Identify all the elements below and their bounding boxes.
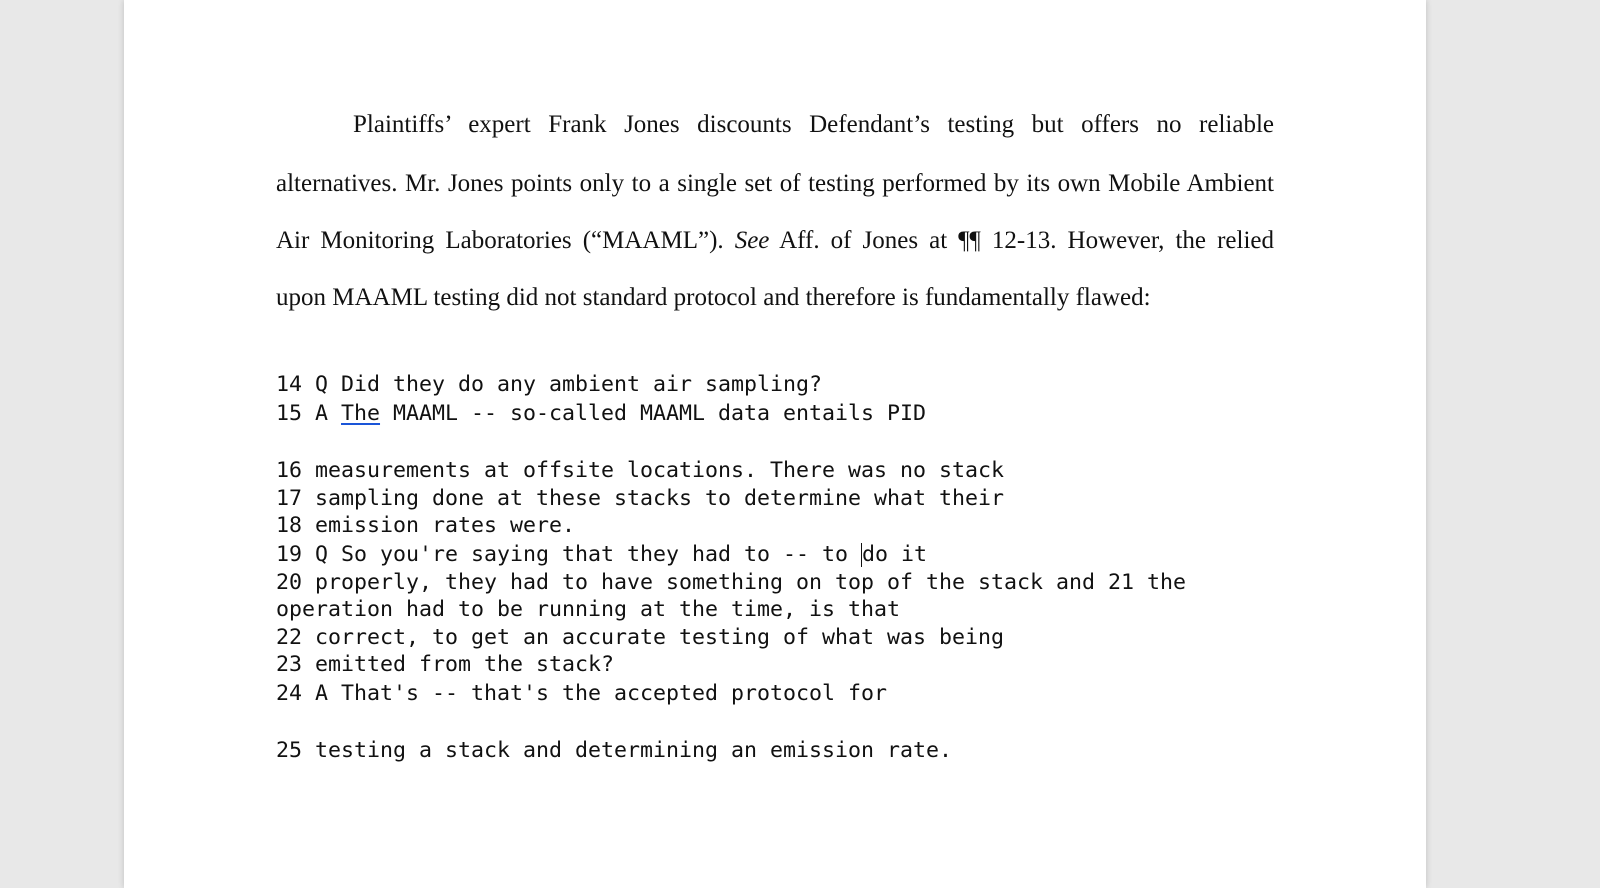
paragraph-line-4: upon MAAML testing did not standard protocol and therefore is fundamentally flawed: (276, 284, 1151, 311)
transcript-line-19 (276, 541, 927, 569)
transcript-line-15-prefix: 15 A (276, 401, 342, 426)
transcript-line-15 (276, 400, 926, 428)
paragraph-line-3-end: Aff. of Jones at ¶¶ 12-13. However, the relied (769, 227, 1274, 254)
paragraph-line-2: alternatives. Mr. Jones points only to a single set of testing performed by its own Mobile Ambient (276, 170, 1274, 197)
transcript-line-16: 16 measurements at offsite locations. There was no stack (276, 458, 1005, 483)
see-signal: See (734, 227, 770, 254)
transcript-line-15-rest: MAAML -- so-called MAAML data entails PID (380, 401, 927, 426)
transcript-line-18: 18 emission rates were. (276, 513, 576, 538)
transcript-line-20-continued: operation had to be running at the time, is that (276, 597, 901, 622)
paragraph-line-1: Plaintiffs’ expert Frank Jones discounts Defendant’s testing but offers no reliable (353, 111, 1274, 138)
transcript-line-23: 23 emitted from the stack? (276, 652, 615, 677)
transcript-line-17: 17 sampling done at these stacks to determine what their (276, 486, 1005, 511)
transcript-line-22: 22 correct, to get an accurate testing of what was being (276, 625, 1005, 650)
transcript-line-19-start: 19 Q So you're saying that they had to -- to (276, 542, 862, 567)
document-page[interactable] (124, 0, 1426, 888)
transcript-line-19-end: do it (862, 542, 928, 567)
paragraph-line-3 (276, 226, 1274, 256)
transcript-line-24: 24 A That's -- that's the accepted protocol for (276, 681, 888, 706)
transcript-line-20: 20 properly, they had to have something on top of the stack and 21 the (276, 570, 1187, 595)
paragraph-line-3-start: Air Monitoring Laboratories (“MAAML”). (276, 227, 735, 254)
transcript-line-14: 14 Q Did they do any ambient air sampling? (276, 372, 823, 397)
transcript-line-25: 25 testing a stack and determining an emission rate. (276, 738, 953, 763)
hyperlink-the[interactable]: The (341, 401, 381, 426)
